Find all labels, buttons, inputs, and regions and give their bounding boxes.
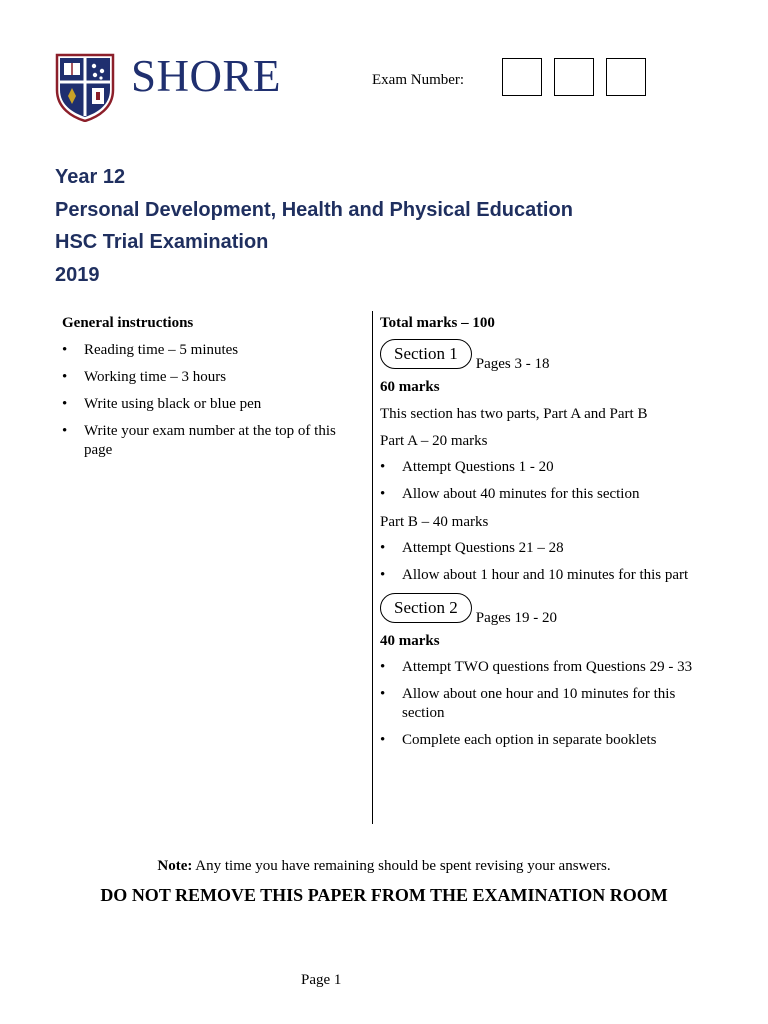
list-item: • Allow about one hour and 10 minutes for this section	[380, 685, 700, 723]
note-label: Note:	[157, 858, 193, 874]
part-a-marks: Part A – 20 marks	[380, 433, 488, 449]
exam-number-box-3[interactable]	[606, 58, 646, 96]
title-subject: Personal Development, Health and Physical Education	[55, 199, 573, 221]
section-1-header	[380, 339, 700, 372]
section-1-description: This section has two parts, Part A and Part B	[380, 406, 648, 422]
part-a-list	[380, 458, 700, 504]
exam-number-box-1[interactable]	[502, 58, 542, 96]
marks-breakdown	[380, 313, 700, 758]
section-2-header	[380, 593, 700, 626]
general-instructions-heading: General instructions	[62, 315, 194, 331]
list-item: • Allow about 40 minutes for this section	[380, 485, 700, 504]
list-item: • Attempt Questions 1 - 20	[380, 458, 700, 477]
section-1-marks: 60 marks	[380, 379, 440, 395]
list-item: • Attempt TWO questions from Questions 29 - 33	[380, 658, 700, 677]
warning-text: DO NOT REMOVE THIS PAPER FROM THE EXAMINATION ROOM	[100, 885, 668, 905]
section-1-badge: Section 1	[380, 339, 472, 369]
exam-number-box-2[interactable]	[554, 58, 594, 96]
title-year: Year 12	[55, 166, 126, 188]
total-marks: Total marks – 100	[380, 315, 495, 331]
part-b-marks: Part B – 40 marks	[380, 514, 489, 530]
part-b-list	[380, 539, 700, 585]
column-divider	[372, 311, 373, 824]
list-item: • Attempt Questions 21 – 28	[380, 539, 700, 558]
title-exam: HSC Trial Examination	[55, 231, 269, 253]
school-name: SHORE	[131, 51, 282, 101]
list-item: • Reading time – 5 minutes	[62, 341, 362, 360]
school-crest-logo	[54, 52, 116, 122]
title-year-2019: 2019	[55, 264, 100, 286]
list-item: • Write using black or blue pen	[62, 395, 362, 414]
section-2-badge: Section 2	[380, 593, 472, 623]
general-instructions-list	[62, 341, 362, 460]
list-item: • Allow about 1 hour and 10 minutes for this part	[380, 566, 700, 585]
section-2-pages: Pages 19 - 20	[475, 610, 557, 626]
list-item: • Complete each option in separate booklets	[380, 731, 700, 750]
exam-number-label: Exam Number:	[372, 72, 465, 88]
note	[0, 858, 768, 875]
list-item: • Working time – 3 hours	[62, 368, 362, 387]
page-number: Page 1	[301, 972, 342, 988]
note-text: Any time you have remaining should be spent revising your answers.	[192, 858, 611, 874]
list-item: • Write your exam number at the top of this page	[62, 422, 362, 460]
section-2-list	[380, 658, 700, 750]
section-1-pages: Pages 3 - 18	[475, 356, 550, 372]
section-2-marks: 40 marks	[380, 633, 440, 649]
general-instructions	[62, 313, 362, 468]
